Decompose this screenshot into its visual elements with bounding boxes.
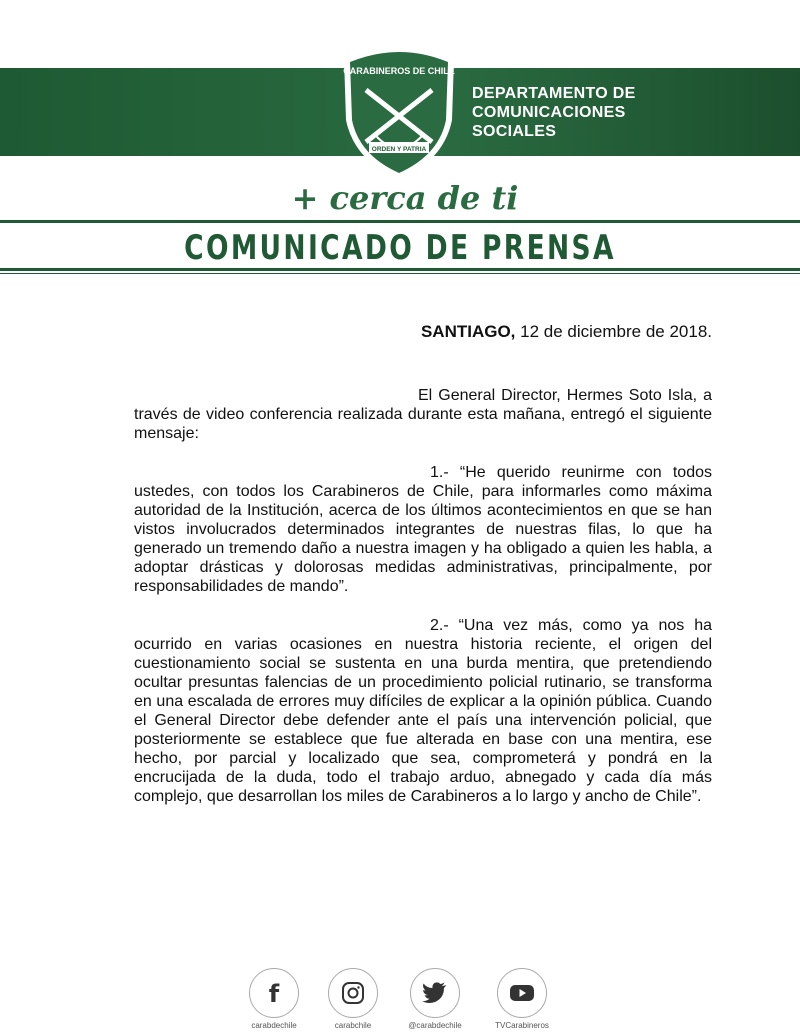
social-youtube[interactable] — [492, 968, 552, 1028]
seal-top-text: CARABINEROS DE CHILE — [343, 66, 455, 76]
seal-motto-text: ORDEN Y PATRIA — [371, 146, 427, 153]
social-twitter[interactable] — [405, 968, 465, 1028]
dateline-city: SANTIAGO, — [420, 322, 516, 341]
twitter-label: @carabdechile — [408, 1021, 462, 1030]
facebook-label: carabdechile — [251, 1021, 297, 1030]
youtube-icon[interactable] — [497, 968, 547, 1018]
title-rule-bottom-thin — [0, 273, 800, 274]
paragraph-1: 1.- “He querido reunirme con todos ustedes, con todos los Carabineros de Chile, para informarles como máxima autoridad de la Institución, acerca de los últimos acontecimientos en que se han vistos involucrados determinados integrantes de nuestras filas, lo que ha generado un tremendo daño a nuestra imagen y ha obligado a quien les habla, a adoptar drásticas y dolorosas medidas administrativas, principalmente, por responsabilidades de mando”. — [134, 464, 712, 595]
title-rule-bottom — [0, 268, 800, 271]
dateline — [421, 322, 712, 342]
dept-line-3: SOCIALES — [472, 123, 557, 140]
twitter-icon[interactable] — [410, 968, 460, 1018]
youtube-label: TVCarabineros — [495, 1021, 549, 1030]
page-title: COMUNICADO DE PRENSA — [184, 228, 616, 268]
paragraph-2: 2.- “Una vez más, como ya nos ha ocurrido en varias ocasiones en nuestra historia reciente, el origen del cuestionamiento social se sustenta en una burda mentira, que pretendiendo ocultar presuntas falencias de un procedimiento policial rutinario, se transforma en una escalada de errores muy difíciles de explicar a la opinión pública. Cuando el General Director debe defender ante el país una intervención policial, que posteriormente se establece que fue alterada en base con una mentira, ese hecho, por parcial y localizado que sea, comprometerá y pondrá en la encrucijada de la duda, todo el trabajo arduo, abnegado y cada día más complejo, que desarrollan los miles de Carabineros a lo largo y ancho de Chile”. — [134, 617, 712, 805]
press-release-body — [134, 386, 712, 826]
instagram-label: carabchile — [334, 1021, 372, 1030]
slogan-logo — [290, 176, 520, 220]
carabineros-seal-logo — [336, 42, 462, 182]
social-facebook[interactable] — [244, 968, 304, 1028]
dept-line-2: COMUNICACIONES — [472, 104, 626, 121]
department-name — [472, 84, 636, 141]
facebook-icon[interactable] — [249, 968, 299, 1018]
social-instagram[interactable] — [323, 968, 383, 1028]
svg-text:f: f — [268, 980, 280, 1006]
dept-line-1: DEPARTAMENTO DE — [472, 85, 636, 102]
title-rule-top — [0, 220, 800, 223]
slogan-text: + cerca de ti — [291, 179, 519, 217]
instagram-icon[interactable] — [328, 968, 378, 1018]
paragraph-intro: El General Director, Hermes Soto Isla, a través de video conferencia realizada durante esta mañana, entregó el siguiente mensaje: — [134, 387, 712, 442]
dateline-date: 12 de diciembre de 2018. — [520, 322, 712, 341]
